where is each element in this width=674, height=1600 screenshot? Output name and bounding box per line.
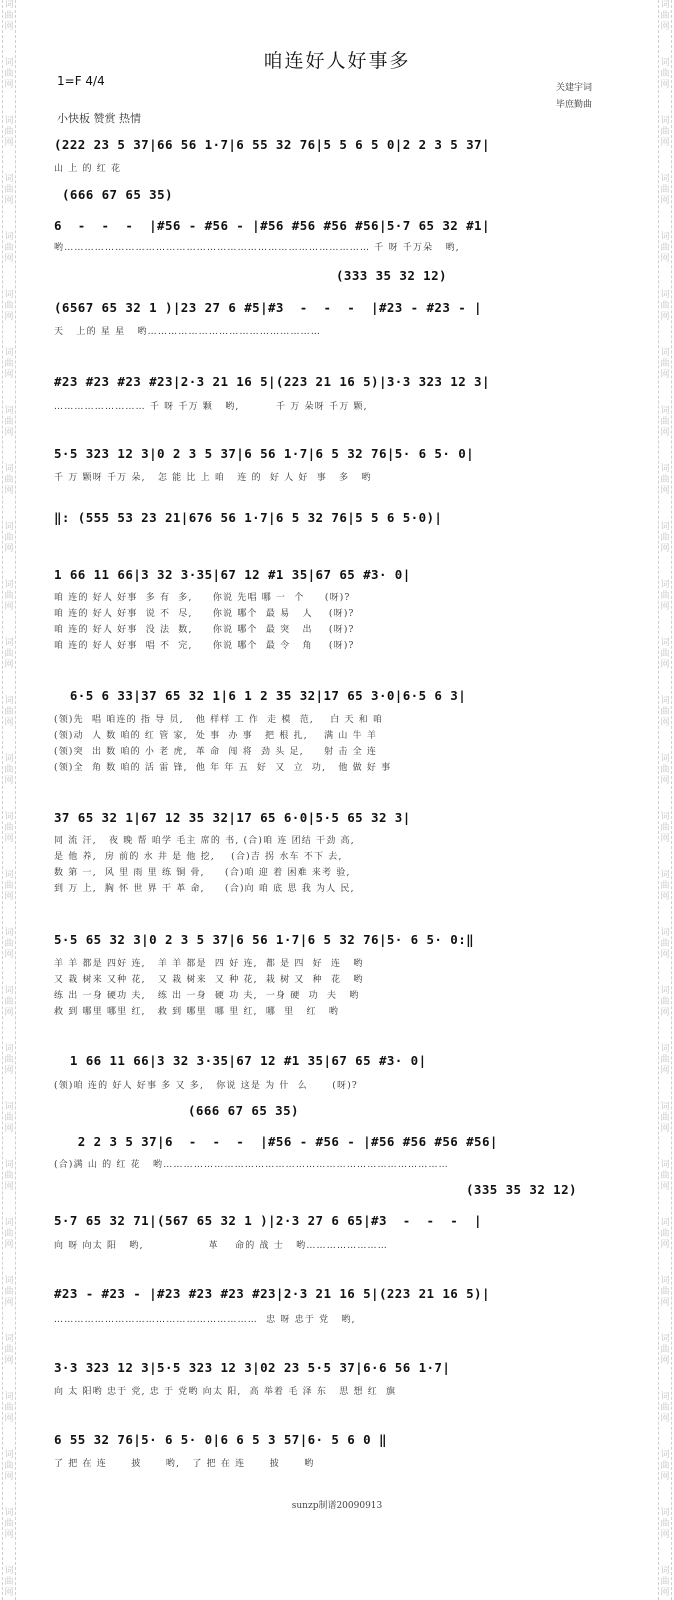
watermark-text: 词曲网 (4, 290, 14, 322)
tempo-marking: 小快板 赞赏 热情 (57, 112, 141, 125)
lyric-line: 向 呀 向太 阳 哟, 革 命的 战 士 哟…………………… (54, 1241, 388, 1251)
watermark-text: 词曲网 (660, 580, 670, 612)
song-title: 咱连好人好事多 (263, 50, 411, 72)
lyric-line: 咱 连的 好人 好事 说 不 尽, 你说 哪个 最 易 人 (呀)? (54, 609, 355, 619)
watermark-text: 词曲网 (660, 1392, 670, 1424)
watermark-text: 词曲网 (660, 986, 670, 1018)
watermark-text: 词曲网 (4, 406, 14, 438)
lyric-line: 到 万 上, 胸 怀 世 界 干 革 命, (合)向 咱 底 思 我 为人 民, (54, 884, 355, 894)
watermark-text: 词曲网 (4, 696, 14, 728)
watermark-text: 词曲网 (660, 174, 670, 206)
watermark-text: 词曲网 (660, 1044, 670, 1076)
notation-line: #23 - #23 - |#23 #23 #23 #23|2·3 21 16 5|(223 21 16 5)| (54, 1286, 490, 1301)
interlude-notes: (335 35 32 12) (466, 1182, 577, 1197)
notation-line: 3·3 323 12 3|5·5 323 12 3|02 23 5·5 37|6·6 56 1·7| (54, 1360, 451, 1375)
lyric-line: 又 栽 树来 又种 花, 又 栽 树来 又 种 花, 栽 树 又 种 花 哟 (54, 975, 364, 985)
lyric-line: 了 把 在 连 披 哟, 了 把 在 连 披 哟 (54, 1459, 315, 1469)
lyric-line: 是 他 养, 房 前的 水 井 是 他 挖, (合)吉 拐 水车 不下 去, (54, 852, 343, 862)
watermark-text: 词曲网 (4, 1450, 14, 1482)
watermark-text: 词曲网 (660, 348, 670, 380)
watermark-text: 词曲网 (660, 1276, 670, 1308)
lyric-line: 咱 连的 好人 好事 没 法 数, 你说 哪个 最 突 出 (呀)? (54, 625, 355, 635)
watermark-text: 词曲网 (4, 1276, 14, 1308)
lyric-line: 咱 连的 好人 好事 唱 不 完, 你说 哪个 最 令 角 (呀)? (54, 641, 355, 651)
watermark-text: 词曲网 (4, 1508, 14, 1540)
watermark-text: 词曲网 (4, 638, 14, 670)
composer-credit: 毕庶勤曲 (556, 100, 593, 110)
lyric-line: 哟……………………………………………………………………………… 千 呀 千万朵 哟, (54, 243, 460, 253)
watermark-text: 词曲网 (4, 580, 14, 612)
watermark-text: 词曲网 (660, 638, 670, 670)
watermark-text: 词曲网 (4, 870, 14, 902)
lyric-line: 天 上的 星 星 哟…………………………………………… (54, 327, 322, 337)
notation-line: #23 #23 #23 #23|2·3 21 16 5|(223 21 16 5)|3·3 323 12 3| (54, 374, 490, 389)
watermark-text: 词曲网 (4, 928, 14, 960)
notation-line: (6567 65 32 1 )|23 27 6 #5|#3 - - - |#23 - #23 - | (54, 300, 482, 315)
watermark-right (658, 0, 672, 1600)
notation-line: ‖: (555 53 23 21|676 56 1·7|6 5 32 76|5 5 6 5·0)| (54, 510, 443, 525)
watermark-text: 词曲网 (660, 1102, 670, 1134)
watermark-text: 词曲网 (660, 754, 670, 786)
notation-line: 2 2 3 5 37|6 - - - |#56 - #56 - |#56 #56 #56 #56| (54, 1134, 498, 1149)
notation-line: 5·5 323 12 3|0 2 3 5 37|6 56 1·7|6 5 32 76|5· 6 5· 0| (54, 446, 475, 461)
notation-line: 6 - - - |#56 - #56 - |#56 #56 #56 #56|5·7 65 32 #1| (54, 218, 490, 233)
lyric-line: (领)先 唱 咱连的 指 导 员, 他 样样 工 作 走 模 范, 白 天 和 咱 (54, 715, 384, 725)
watermark-text: 词曲网 (660, 58, 670, 90)
watermark-text: 词曲网 (660, 232, 670, 264)
watermark-text: 词曲网 (4, 1102, 14, 1134)
watermark-text: 词曲网 (4, 1218, 14, 1250)
notation-line: 5·7 65 32 71|(567 65 32 1 )|2·3 27 6 65|#3 - - - | (54, 1213, 482, 1228)
notation-line: 6·5 6 33|37 65 32 1|6 1 2 35 32|17 65 3·0|6·5 6 3| (54, 688, 467, 703)
transcriber-footer: sunzp制谱20090913 (291, 1501, 383, 1511)
watermark-text: 词曲网 (660, 0, 670, 32)
watermark-text: 词曲网 (660, 522, 670, 554)
watermark-text: 词曲网 (4, 522, 14, 554)
interlude-notes: (666 67 65 35) (188, 1103, 299, 1118)
lyric-line: 羊 羊 都是 四好 连, 羊 羊 都是 四 好 连, 都 是 四 好 连 哟 (54, 959, 364, 969)
watermark-text: 词曲网 (4, 348, 14, 380)
watermark-text: 词曲网 (660, 1450, 670, 1482)
watermark-text: 词曲网 (660, 464, 670, 496)
watermark-text: 词曲网 (4, 1392, 14, 1424)
watermark-text: 词曲网 (4, 812, 14, 844)
watermark-text: 词曲网 (660, 1566, 670, 1598)
lyric-line: …………………………………………………… 忠 呀 忠于 党 哟, (54, 1315, 356, 1325)
watermark-left (2, 0, 16, 1600)
notation-line: 6 55 32 76|5· 6 5· 0|6 6 5 3 57|6· 5 6 0 ‖ (54, 1432, 387, 1447)
watermark-text: 词曲网 (4, 754, 14, 786)
watermark-text: 词曲网 (660, 1160, 670, 1192)
watermark-text: 词曲网 (4, 116, 14, 148)
watermark-text: 词曲网 (4, 58, 14, 90)
lyric-line: (领)突 出 数 咱的 小 老 虎, 革 命 闯 将 劲 头 足, 射 击 全 连 (54, 747, 378, 757)
watermark-text: 词曲网 (4, 1044, 14, 1076)
watermark-text: 词曲网 (660, 1508, 670, 1540)
watermark-text: 词曲网 (660, 812, 670, 844)
watermark-text: 词曲网 (4, 1566, 14, 1598)
watermark-text: 词曲网 (4, 986, 14, 1018)
interlude-notes: (666 67 65 35) (62, 187, 173, 202)
notation-line: (222 23 5 37|66 56 1·7|6 55 32 76|5 5 6 5 0|2 2 3 5 37| (54, 137, 490, 152)
watermark-text: 词曲网 (660, 1334, 670, 1366)
notation-line: 1 66 11 66|3 32 3·35|67 12 #1 35|67 65 #3· 0| (54, 567, 411, 582)
notation-line: 1 66 11 66|3 32 3·35|67 12 #1 35|67 65 #3· 0| (54, 1053, 427, 1068)
watermark-text: 词曲网 (660, 928, 670, 960)
lyric-line: 山 上 的 红 花 (54, 164, 122, 174)
lyric-line: 咱 连的 好人 好事 多 有 多, 你说 先唱 哪 一 个 (呀)? (54, 593, 351, 603)
watermark-text: 词曲网 (660, 1218, 670, 1250)
watermark-text: 词曲网 (660, 290, 670, 322)
lyric-line: 救 到 哪里 哪里 红, 救 到 哪里 哪 里 红, 哪 里 红 哟 (54, 1007, 340, 1017)
watermark-text: 词曲网 (4, 232, 14, 264)
lyric-line: 数 第 一, 风 里 雨 里 练 铜 骨, (合)咱 迎 着 困难 来考 验, (54, 868, 351, 878)
lyric-line: 向 太 阳哟 忠于 党, 忠 于 党哟 向太 阳, 高 举着 毛 泽 东 思 想 红 旗 (54, 1387, 397, 1397)
interlude-notes: (333 35 32 12) (336, 268, 447, 283)
watermark-text: 词曲网 (4, 1334, 14, 1366)
watermark-text: 词曲网 (4, 174, 14, 206)
lyric-line: (领)咱 连的 好人 好事 多 又 多, 你说 这是 为 什 么 (呀)? (54, 1081, 358, 1091)
watermark-text: 词曲网 (660, 406, 670, 438)
watermark-text: 词曲网 (4, 464, 14, 496)
key-signature: 1=F 4/4 (57, 74, 105, 88)
notation-line: 5·5 65 32 3|0 2 3 5 37|6 56 1·7|6 5 32 76|5· 6 5· 0:‖ (54, 932, 475, 947)
watermark-text: 词曲网 (4, 1160, 14, 1192)
lyric-line: ……………………… 千 呀 千万 颗 哟, 千 万 朵呀 千万 颗, (54, 402, 368, 412)
lyric-line: 千 万 颗呀 千万 朵, 怎 能 比 上 咱 连 的 好 人 好 事 多 哟 (54, 473, 372, 483)
lyric-line: 练 出 一身 硬功 夫, 练 出 一身 硬 功 夫, 一身 硬 功 夫 哟 (54, 991, 360, 1001)
lyricist-credit: 关建宇词 (556, 83, 593, 93)
lyric-line: (领)全 角 数 咱的 活 雷 锋, 他 年 年 五 好 又 立 功, 他 做 好 事 (54, 763, 392, 773)
notation-line: 37 65 32 1|67 12 35 32|17 65 6·0|5·5 65 32 3| (54, 810, 411, 825)
watermark-text: 词曲网 (660, 870, 670, 902)
watermark-text: 词曲网 (660, 696, 670, 728)
lyric-line: 同 流 汗, 夜 晚 帮 咱学 毛主 席的 书, (合)咱 连 团结 干劲 高, (54, 836, 355, 846)
lyric-line: (领)动 人 数 咱的 红 管 家, 处 事 办 事 把 根 扎, 满 山 牛 羊 (54, 731, 378, 741)
watermark-text: 词曲网 (4, 0, 14, 32)
lyric-line: (合)满 山 的 红 花 哟………………………………………………………………………… (54, 1160, 449, 1170)
watermark-text: 词曲网 (660, 116, 670, 148)
